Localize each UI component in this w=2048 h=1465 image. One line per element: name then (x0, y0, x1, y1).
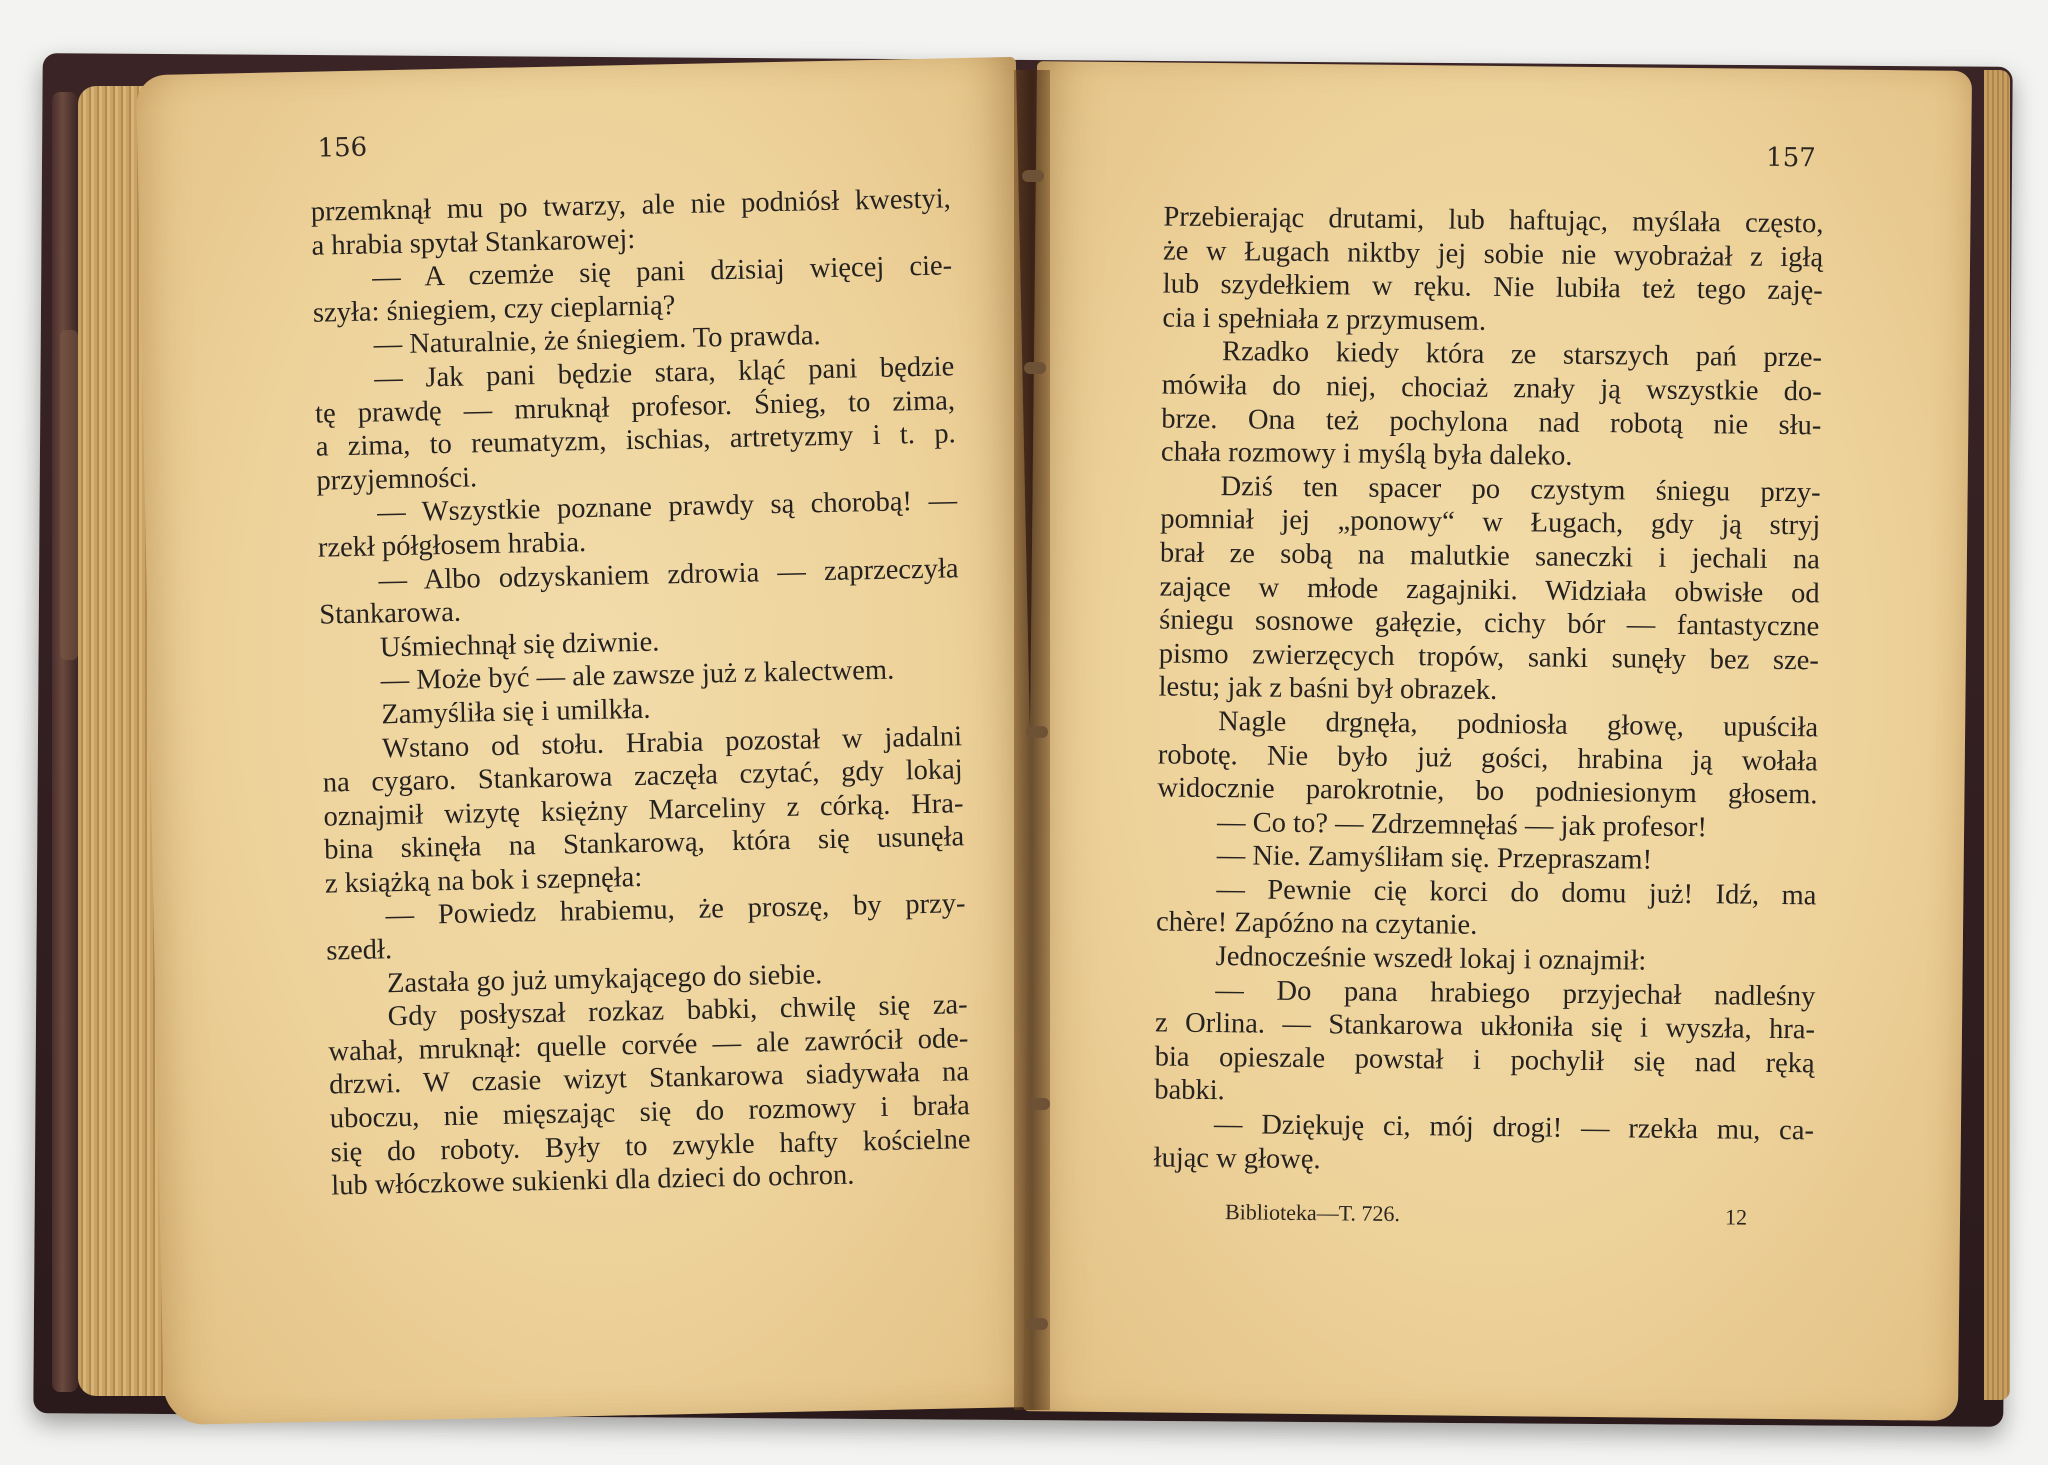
binding-stitch (1022, 170, 1044, 182)
binding-stitch (1024, 362, 1046, 374)
text-line: że w Ługach niktby jej sobie nie wyobrażał z igłą (1162, 235, 1824, 273)
page-block-edge-right (1984, 70, 2010, 1400)
text-line: — Jak pani będzie stara, kląć pani będzie (374, 351, 955, 395)
binding-stitch (1028, 1098, 1050, 1110)
cover-wear-mark (60, 330, 78, 660)
text-line: — Może być — ale zawsze już z kalectwem. (380, 654, 895, 697)
text-line: się do roboty. Były to zwykle hafty kościelne (330, 1123, 971, 1169)
book-gutter (1014, 70, 1050, 1410)
text-line: z książką na bok i szepnęła: (324, 861, 643, 900)
text-line: Jednocześnie wszedł lokaj i oznajmił: (1215, 941, 1647, 977)
right-page-text (1153, 200, 1823, 1181)
text-line: — Co to? — Zdrzemnęłaś — jak profesor! (1216, 806, 1708, 843)
left-page-text (311, 182, 972, 1203)
text-line: tę prawdę — mruknął profesor. Śnieg, to zima, (314, 384, 956, 430)
binding-stitch (1026, 726, 1048, 738)
text-line: brze. Ona też pochylona nad robotą nie słu- (1161, 403, 1822, 441)
text-line: szedł. (326, 934, 393, 967)
text-line: Nagle drgnęła, podniosła głowę, upuściła (1218, 705, 1819, 744)
text-line: Wstano od stołu. Hrabia pozostał w jadalni (381, 720, 963, 764)
text-line: Zastała go już umykającego do siebie. (386, 958, 823, 999)
text-line: bia opieszale powstał i pochylił się nad ręką (1154, 1041, 1815, 1080)
page-number-right: 157 (1765, 142, 1816, 174)
text-line: rzekł półgłosem hrabia. (317, 526, 587, 564)
left-page (136, 57, 1044, 1425)
text-line: Zamyśliła się i umilkła. (381, 693, 651, 731)
page-number-left: 156 (317, 132, 368, 164)
text-line: łując w głowę. (1153, 1142, 1321, 1175)
text-line: mówiła do niej, chociaż znały ją wszystkie do- (1161, 369, 1822, 408)
text-line: z Orlina. — Stankarowa ukłoniła się i wyszła, hra- (1154, 1007, 1816, 1046)
text-line: — Albo odzyskaniem zdrowia — zaprzeczyła (378, 552, 959, 596)
text-line: — Wszystkie poznane prawdy są chorobą! — (376, 485, 958, 529)
text-line: Uśmiechnął się dziwnie. (379, 626, 660, 664)
text-line: babki. (1154, 1074, 1225, 1107)
text-line: Rzadko kiedy która ze starszych pań prze- (1221, 336, 1823, 374)
text-line: — Naturalnie, że śniegiem. To prawda. (373, 320, 821, 361)
text-line: brał ze sobą na malutkie saneczki i jechali na (1159, 537, 1821, 576)
text-line: szyła: śniegiem, czy cieplarnią? (312, 289, 676, 329)
text-line: a hrabia spytał Stankarowej: (311, 223, 636, 262)
text-line: wahał, mruknął: quelle corvée — ale zawrócił ode- (328, 1022, 969, 1068)
text-line: lub szydełkiem w ręku. Nie lubiła też tego zaję- (1162, 268, 1823, 307)
text-line: pismo zwierzęcych tropów, sanki sunęły bez sze- (1158, 638, 1820, 677)
text-line: lub włóczkowe sukienki dla dzieci do ochron. (330, 1159, 855, 1202)
text-line: Przebierając drutami, lub haftując, myślała często, (1163, 201, 1824, 240)
cover-edge (52, 92, 78, 1392)
text-line: lestu; jak z baśni był obrazek. (1158, 671, 1498, 707)
text-line: — A czemże się pani dzisiaj więcej cie- (371, 250, 953, 294)
text-line: drzwi. W czasie wizyt Stankarowa siadywała na (328, 1056, 970, 1101)
binding-stitch (1026, 1318, 1048, 1330)
text-line: Gdy posłyszał rozkaz babki, chwilę się za- (387, 989, 968, 1033)
text-line: uboczu, nie mięszając się do rozmowy i brała (329, 1090, 971, 1135)
text-line: oznajmił wizytę księżny Marceliny z córką. Hra- (323, 787, 964, 833)
text-line: — Pewnie cię korci do domu już! Idź, ma (1216, 873, 1817, 912)
text-line: pomniał jej „ponowy“ w Ługach, gdy ją stryj (1160, 503, 1821, 542)
text-line: na cygaro. Stankarowa zaczęła czytać, gdy lokaj (322, 754, 964, 799)
text-line: chała rozmowy i myślą była daleko. (1160, 436, 1573, 472)
text-line: widocznie parokrotnie, bo podniesionym głosem. (1157, 772, 1818, 811)
text-line: bina skinęła na Stankarową, która się usunęła (323, 821, 965, 866)
text-line: przyjemności. (316, 462, 478, 497)
right-page (1023, 61, 1972, 1421)
text-line: zające w młode zagajniki. Widziała obwisłe od (1159, 570, 1820, 609)
text-line: Stankarowa. (318, 596, 462, 631)
text-line: — Nie. Zamyśliłam się. Przepraszam! (1216, 840, 1653, 876)
text-line: a zima, to reumatyzm, ischias, artretyzmy i t. p. (315, 418, 956, 463)
text-line: — Powiedz hrabiemu, że proszę, by przy- (385, 888, 966, 932)
text-line: robotę. Nie było już gości, hrabina ją wołała (1157, 738, 1818, 777)
text-line: — Dziękuję ci, mój drogi! — rzekła mu, ca- (1213, 1109, 1815, 1147)
text-line: przemknął mu po twarzy, ale nie podniósł kwestyi, (310, 183, 952, 228)
footer-sheet-number: 12 (1724, 1204, 1748, 1230)
text-line: Dziś ten spacer po czystym śniegu przy- (1220, 470, 1821, 509)
text-line: cia i spełniała z przymusem. (1162, 302, 1487, 337)
footer-signature: Biblioteka—T. 726. (1224, 1199, 1401, 1227)
text-line: śniegu sosnowe gałęzie, cichy bór — fantastyczne (1159, 604, 1820, 643)
text-line: — Do pana hrabiego przyjechał nadleśny (1215, 974, 1816, 1012)
text-line: chère! Zapóźno na czytanie. (1155, 906, 1478, 942)
